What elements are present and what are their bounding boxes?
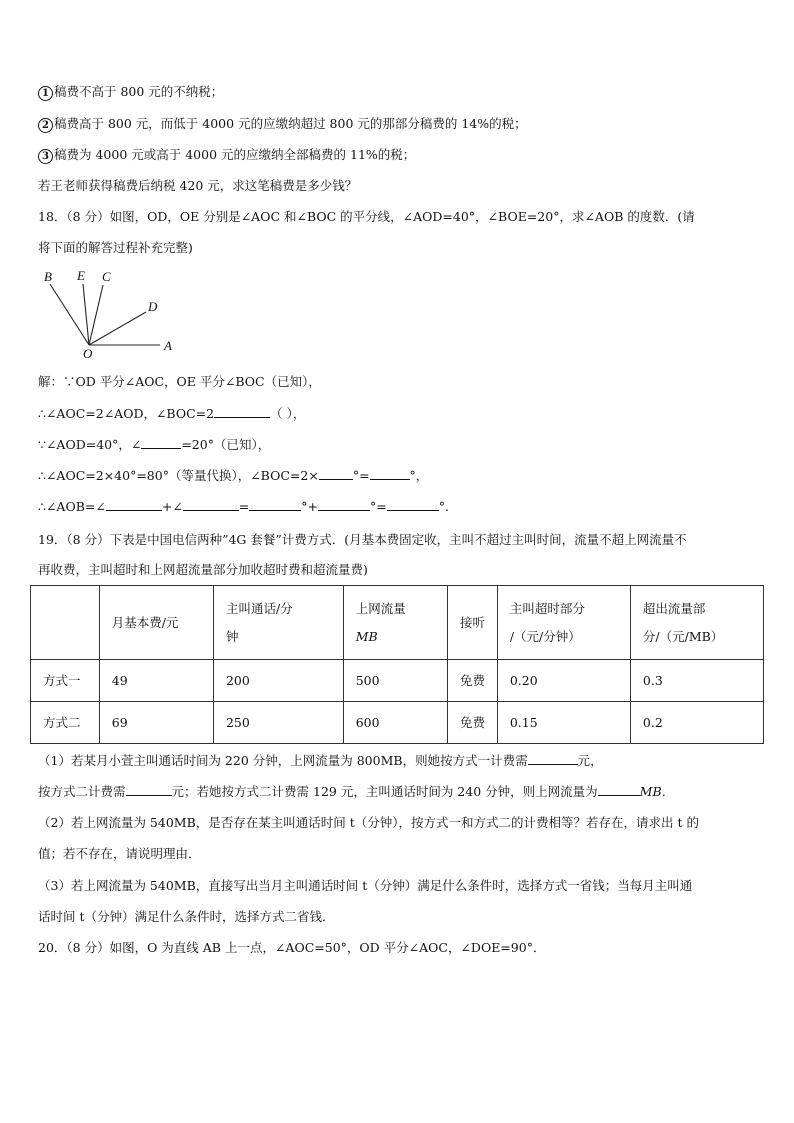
answer-blank[interactable] xyxy=(370,467,410,480)
label-E: E xyxy=(77,268,85,283)
q18-step2: ∴∠AOC=2∠AOD，∠BOC=2 （ ）， xyxy=(38,406,306,421)
header-cell: 超出流量部 分/（元/MB） xyxy=(630,586,763,660)
q19-part2-line1: （2）若上网流量为 540MB，是否存在某主叫通话时间 t（分钟），按方式一和方式二的计费相等？若存在，请求出 t 的 xyxy=(38,815,699,830)
circled-number: 1 xyxy=(38,86,53,101)
table-row xyxy=(31,702,764,744)
answer-blank[interactable] xyxy=(183,498,239,511)
table-cell: 0.20 xyxy=(497,660,630,702)
answer-blank[interactable] xyxy=(319,467,353,480)
table-cell: 69 xyxy=(99,702,213,744)
q19-part1-line2: 按方式二计费需 元；若她按方式二计费需 129 元，主叫通话时间为 240 分钟，则上网流量为 MB． xyxy=(38,784,675,799)
q19-part2-line2: 值；若不存在，请说明理由． xyxy=(38,846,201,861)
circled-number: 3 xyxy=(38,149,53,164)
q19-stem-line2: 再收费，主叫超时和上网超流量部分加收超时费和超流量费) xyxy=(38,562,368,577)
table-cell: 0.3 xyxy=(630,660,763,702)
header-cell: 主叫通话/分 钟 xyxy=(213,586,343,660)
table-cell: 方式二 xyxy=(31,702,100,744)
table-cell: 600 xyxy=(343,702,447,744)
rule-2: 2 稿费高于 800 元，而低于 4000 元的应缴纳超过 800 元的那部分稿费的 14%的税； xyxy=(38,116,527,133)
table-cell: 500 xyxy=(343,660,447,702)
rule-1: 1 稿费不高于 800 元的不纳税； xyxy=(38,84,223,101)
header-cell: 接听 xyxy=(447,586,497,660)
table-cell: 方式一 xyxy=(31,660,100,702)
q18-stem-line2: 将下面的解答过程补充完整) xyxy=(38,240,193,255)
label-C: C xyxy=(102,269,111,284)
header-cell: 主叫超时部分 /（元/分钟） xyxy=(497,586,630,660)
q18-step3: ∵∠AOD=40°，∠ =20°（已知）， xyxy=(38,437,271,452)
answer-blank[interactable] xyxy=(214,405,270,418)
rules-question: 若王老师获得稿费后纳税 420 元，求这笔稿费是多少钱？ xyxy=(38,178,358,193)
header-cell: 上网流量 MB xyxy=(343,586,447,660)
q18-step1: 解：∵OD 平分∠AOC，OE 平分∠BOC（已知）， xyxy=(38,374,321,389)
angle-diagram xyxy=(36,266,186,361)
table-cell: 200 xyxy=(213,660,343,702)
q19-part3-line1: （3）若上网流量为 540MB，直接写出当月主叫通话时间 t（分钟）满足什么条件时，选择方式一省钱；当每月主叫通 xyxy=(38,878,693,893)
ray-OB xyxy=(50,284,89,345)
rule-3: 3 稿费为 4000 元或高于 4000 元的应缴纳全部稿费的 11%的税； xyxy=(38,147,415,164)
q18-step5: ∴∠AOB=∠ +∠ = °+ °= °. xyxy=(38,499,449,514)
table-cell: 0.2 xyxy=(630,702,763,744)
label-A: A xyxy=(164,338,172,353)
answer-blank[interactable] xyxy=(318,498,370,511)
answer-blank[interactable] xyxy=(598,783,640,796)
answer-blank[interactable] xyxy=(126,783,172,796)
answer-blank[interactable] xyxy=(387,498,439,511)
answer-blank[interactable] xyxy=(106,498,162,511)
table-cell: 49 xyxy=(99,660,213,702)
table-cell: 250 xyxy=(213,702,343,744)
q19-part3-line2: 话时间 t（分钟）满足什么条件时，选择方式二省钱． xyxy=(38,909,335,924)
q20-stem: 20．（8 分）如图，O 为直线 AB 上一点，∠AOC=50°，OD 平分∠AOC，∠DOE=90°． xyxy=(38,940,546,955)
table-row xyxy=(31,660,764,702)
q19-stem-line1: 19．（8 分）下表是中国电信两种”4G 套餐”计费方式．(月基本费固定收，主叫不超过主叫时间，流量不超上网流量不 xyxy=(38,532,687,547)
q19-part1-line1: （1）若某月小萱主叫通话时间为 220 分钟，上网流量为 800MB，则她按方式一计费需 元， xyxy=(38,753,603,768)
label-B: B xyxy=(44,269,52,284)
table-cell: 免费 xyxy=(447,702,497,744)
table-cell: 免费 xyxy=(447,660,497,702)
header-cell: 月基本费/元 xyxy=(99,586,213,660)
q18-stem-line1: 18．（8 分）如图，OD，OE 分别是∠AOC 和∠BOC 的平分线，∠AOD=40°，∠BOE=20°，求∠AOB 的度数．(请 xyxy=(38,209,695,224)
label-D: D xyxy=(148,299,158,314)
circled-number: 2 xyxy=(38,118,53,133)
ray-OC xyxy=(89,285,103,345)
answer-blank[interactable] xyxy=(141,436,181,449)
answer-blank[interactable] xyxy=(528,752,578,765)
ray-OD xyxy=(89,312,146,345)
fee-table xyxy=(30,585,764,744)
q18-step4: ∴∠AOC=2×40°=80°（等量代换），∠BOC=2× °= °， xyxy=(38,468,429,483)
ray-OE xyxy=(83,284,89,345)
table-cell: 0.15 xyxy=(497,702,630,744)
header-cell xyxy=(31,586,100,660)
table-header-row xyxy=(31,586,764,660)
answer-blank[interactable] xyxy=(249,498,301,511)
label-O: O xyxy=(83,346,93,361)
